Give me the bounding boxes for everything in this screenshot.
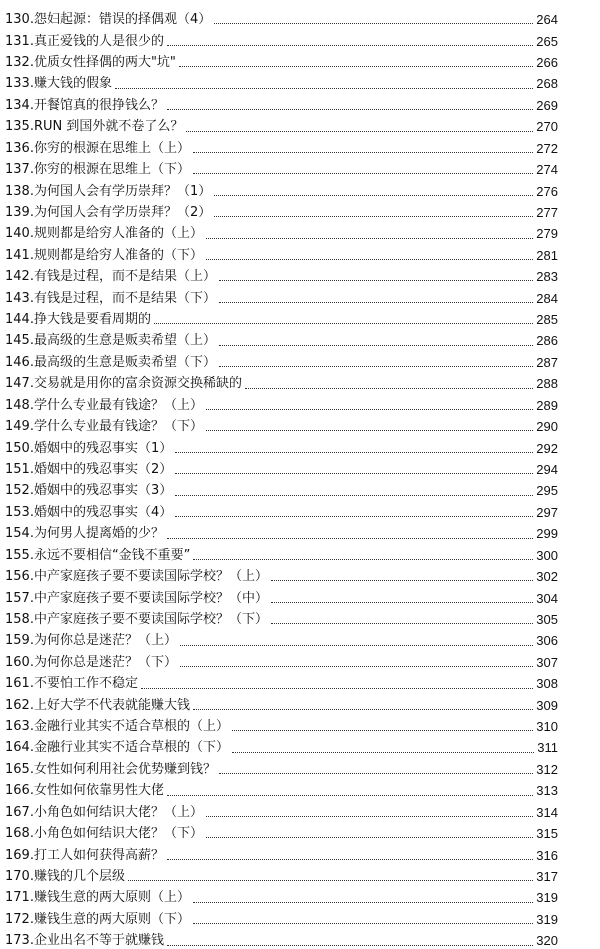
- toc-entry-title[interactable]: 157.中产家庭孩子要不要读国际学校？（中）: [5, 590, 268, 606]
- toc-entry[interactable]: [5, 177, 558, 198]
- dot-leader: [167, 45, 533, 46]
- toc-entry[interactable]: [5, 477, 558, 498]
- toc-entry[interactable]: [5, 135, 558, 156]
- toc-entry[interactable]: [5, 799, 558, 820]
- dot-leader: [214, 195, 533, 196]
- toc-entry-page-number[interactable]: 265: [536, 33, 558, 49]
- dot-leader: [193, 902, 533, 903]
- dot-leader: [180, 666, 533, 667]
- toc-entry[interactable]: [5, 884, 558, 905]
- dot-leader: [167, 109, 533, 110]
- toc-entry[interactable]: [5, 242, 558, 263]
- toc-entry[interactable]: [5, 6, 558, 27]
- toc-entry[interactable]: [5, 370, 558, 391]
- dot-leader: [271, 580, 533, 581]
- toc-entry-title[interactable]: 170.赚钱的几个层级: [5, 869, 125, 884]
- toc-entry[interactable]: [5, 220, 558, 241]
- toc-entry-page-number[interactable]: 306: [536, 633, 558, 649]
- dot-leader: [206, 430, 533, 431]
- toc-entry[interactable]: [5, 584, 558, 605]
- toc-entry-page-number[interactable]: 308: [536, 676, 558, 692]
- toc-entry[interactable]: [5, 841, 558, 862]
- toc-entry-page-number[interactable]: 305: [536, 611, 558, 627]
- toc-entry[interactable]: [5, 542, 558, 563]
- toc-entry-title[interactable]: 166.女性如何依靠男性大佬: [5, 783, 164, 799]
- toc-entry-page-number[interactable]: 314: [536, 804, 558, 820]
- toc-entry-title[interactable]: 169.打工人如何获得高薪？: [5, 847, 164, 863]
- dot-leader: [180, 645, 533, 646]
- toc-entry[interactable]: [5, 563, 558, 584]
- toc-entry-page-number[interactable]: 286: [536, 333, 558, 349]
- toc-entry[interactable]: [5, 627, 558, 648]
- toc-entry-page-number[interactable]: 319: [536, 911, 558, 927]
- dot-leader: [175, 495, 533, 496]
- toc-entry-page-number[interactable]: 268: [536, 76, 558, 92]
- toc-entry-page-number[interactable]: 320: [536, 933, 558, 949]
- dot-leader: [186, 131, 533, 132]
- toc-entry-page-number[interactable]: 294: [536, 461, 558, 477]
- toc-entry-page-number[interactable]: 276: [536, 183, 558, 199]
- toc-entry[interactable]: [5, 499, 558, 520]
- toc-entry-page-number[interactable]: 312: [536, 761, 558, 777]
- toc-entry-title[interactable]: 137.你穷的根源在思维上（下）: [5, 162, 190, 178]
- dot-leader: [115, 88, 533, 89]
- toc-entry-page-number[interactable]: 283: [536, 269, 558, 285]
- toc-entry-page-number[interactable]: 310: [536, 719, 558, 735]
- toc-entry[interactable]: [5, 434, 558, 455]
- toc-entry[interactable]: [5, 349, 558, 370]
- dot-leader: [206, 837, 533, 838]
- toc-entry-title[interactable]: 152.婚姻中的残忍事实（3）: [5, 483, 173, 499]
- toc-entry-page-number[interactable]: 287: [536, 354, 558, 370]
- dot-leader: [175, 452, 533, 453]
- toc-entry-title[interactable]: 133.赚大钱的假象: [5, 76, 112, 92]
- dot-leader: [206, 238, 533, 239]
- toc-entry-title[interactable]: 164.金融行业其实不适合草根的（下）: [5, 740, 229, 756]
- toc-entry-title[interactable]: 132.优质女性择偶的两大"坑": [5, 54, 176, 70]
- toc-entry-title[interactable]: 134.开餐馆真的很挣钱么？: [5, 97, 164, 113]
- toc-entry-page-number[interactable]: 279: [536, 226, 558, 242]
- toc-entry-title[interactable]: 158.中产家庭孩子要不要读国际学校？（下）: [5, 611, 268, 627]
- dot-leader: [193, 173, 533, 174]
- toc-entry-page-number[interactable]: 269: [536, 97, 558, 113]
- dot-leader: [219, 302, 533, 303]
- toc-entry-page-number[interactable]: 274: [536, 162, 558, 178]
- toc-entry-title[interactable]: 138.为何国人会有学历崇拜？（1）: [5, 183, 212, 199]
- dot-leader: [128, 880, 533, 881]
- dot-leader: [175, 516, 533, 517]
- dot-leader: [232, 752, 534, 753]
- toc-list: [5, 6, 558, 949]
- toc-entry[interactable]: [5, 456, 558, 477]
- toc-entry-page-number[interactable]: 277: [536, 204, 558, 220]
- toc-entry-title[interactable]: 171.赚钱生意的两大原则（上）: [5, 890, 190, 906]
- toc-entry-title[interactable]: 149.学什么专业最有钱途？（下）: [5, 419, 203, 435]
- toc-entry[interactable]: [5, 413, 558, 434]
- dot-leader: [193, 559, 533, 560]
- dot-leader: [193, 152, 533, 153]
- toc-entry-title[interactable]: 143.有钱是过程，而不是结果（下）: [5, 290, 216, 306]
- toc-entry[interactable]: [5, 113, 558, 134]
- toc-entry[interactable]: [5, 306, 558, 327]
- toc-entry-title[interactable]: 130.怨妇起源：错误的择偶观（4）: [5, 12, 212, 28]
- toc-entry-title[interactable]: 156.中产家庭孩子要不要读国际学校？（上）: [5, 569, 268, 585]
- toc-entry-page-number[interactable]: 302: [536, 569, 558, 585]
- toc-entry[interactable]: [5, 49, 558, 70]
- dot-leader: [206, 409, 533, 410]
- dot-leader: [175, 473, 533, 474]
- dot-leader: [206, 816, 533, 817]
- dot-leader: [214, 23, 533, 24]
- toc-entry[interactable]: [5, 906, 558, 927]
- toc-entry-page-number[interactable]: 295: [536, 483, 558, 499]
- dot-leader: [245, 388, 533, 389]
- dot-leader: [193, 923, 533, 924]
- toc-entry-title[interactable]: 144.挣大钱是要看周期的: [5, 312, 151, 328]
- toc-entry-page-number[interactable]: 272: [536, 140, 558, 156]
- toc-entry-title[interactable]: 154.为何男人提离婚的少？: [5, 526, 164, 542]
- toc-entry-page-number[interactable]: 270: [536, 119, 558, 135]
- toc-entry[interactable]: [5, 692, 558, 713]
- toc-entry-title[interactable]: 139.为何国人会有学历崇拜？（2）: [5, 204, 212, 220]
- toc-entry-title[interactable]: 155.永远不要相信“金钱不重要”: [5, 547, 191, 563]
- toc-entry-page-number[interactable]: 304: [536, 590, 558, 606]
- toc-entry-page-number[interactable]: 292: [536, 440, 558, 456]
- dot-leader: [271, 602, 533, 603]
- toc-entry-page-number[interactable]: 300: [536, 547, 558, 563]
- toc-entry-title[interactable]: 159.为何你总是迷茫？（上）: [5, 633, 177, 649]
- toc-entry-page-number[interactable]: 313: [536, 783, 558, 799]
- toc-entry-title[interactable]: 140.规则都是给穷人准备的（上）: [5, 226, 203, 242]
- toc-entry-title[interactable]: 150.婚姻中的残忍事实（1）: [5, 440, 173, 456]
- toc-entry[interactable]: [5, 927, 558, 948]
- toc-entry-title[interactable]: 165.女性如何利用社会优势赚到钱？: [5, 761, 216, 777]
- dot-leader: [219, 366, 533, 367]
- toc-entry-title[interactable]: 162.上好大学不代表就能赚大钱: [5, 697, 190, 713]
- toc-entry-page-number[interactable]: 289: [536, 397, 558, 413]
- dot-leader: [206, 259, 533, 260]
- toc-entry-title[interactable]: 145.最高级的生意是贩卖希望（上）: [5, 333, 216, 349]
- toc-entry-page-number[interactable]: 307: [536, 654, 558, 670]
- toc-entry-title[interactable]: 160.为何你总是迷茫？（下）: [5, 654, 177, 670]
- dot-leader: [167, 538, 533, 539]
- toc-entry[interactable]: [5, 92, 558, 113]
- toc-entry[interactable]: [5, 156, 558, 177]
- toc-entry-page-number[interactable]: 299: [536, 526, 558, 542]
- toc-entry-title[interactable]: 151.婚姻中的残忍事实（2）: [5, 461, 173, 477]
- dot-leader: [219, 773, 533, 774]
- dot-leader: [141, 688, 533, 689]
- toc-entry-title[interactable]: 167.小角色如何结识大佬？（上）: [5, 804, 203, 820]
- toc-entry[interactable]: [5, 713, 558, 734]
- dot-leader: [167, 859, 533, 860]
- toc-entry-title[interactable]: 142.有钱是过程，而不是结果（上）: [5, 269, 216, 285]
- toc-entry[interactable]: [5, 606, 558, 627]
- toc-entry[interactable]: [5, 756, 558, 777]
- toc-entry-title[interactable]: 131.真正爱钱的人是很少的: [5, 33, 164, 49]
- toc-entry-page-number[interactable]: 264: [536, 12, 558, 28]
- dot-leader: [154, 323, 533, 324]
- toc-entry[interactable]: [5, 520, 558, 541]
- toc-entry[interactable]: [5, 263, 558, 284]
- dot-leader: [167, 795, 533, 796]
- toc-entry-page-number[interactable]: 290: [536, 419, 558, 435]
- toc-entry-title[interactable]: 161.不要怕工作不稳定: [5, 676, 138, 692]
- toc-entry-page-number[interactable]: 284: [536, 290, 558, 306]
- toc-entry[interactable]: [5, 284, 558, 305]
- toc-entry-title[interactable]: 146.最高级的生意是贩卖希望（下）: [5, 354, 216, 370]
- dot-leader: [219, 280, 533, 281]
- toc-entry-page-number[interactable]: 315: [536, 826, 558, 842]
- toc-entry-page-number[interactable]: 319: [536, 890, 558, 906]
- toc-entry[interactable]: [5, 670, 558, 691]
- toc-entry-page-number[interactable]: 309: [536, 697, 558, 713]
- toc-entry-page-number[interactable]: 266: [536, 54, 558, 70]
- toc-entry[interactable]: [5, 863, 558, 884]
- toc-entry-title[interactable]: 148.学什么专业最有钱途？（上）: [5, 397, 203, 413]
- dot-leader: [219, 345, 533, 346]
- dot-leader: [179, 66, 533, 67]
- toc-entry[interactable]: [5, 70, 558, 91]
- toc-entry[interactable]: [5, 392, 558, 413]
- toc-entry-title[interactable]: 153.婚姻中的残忍事实（4）: [5, 504, 173, 520]
- toc-entry-title[interactable]: 163.金融行业其实不适合草根的（上）: [5, 719, 229, 735]
- dot-leader: [167, 945, 533, 946]
- toc-entry-page-number[interactable]: 317: [536, 869, 558, 884]
- toc-entry-title[interactable]: 173.企业出名不等于就赚钱: [5, 933, 164, 949]
- toc-entry-title[interactable]: 172.赚钱生意的两大原则（下）: [5, 911, 190, 927]
- toc-entry-page-number[interactable]: 281: [536, 247, 558, 263]
- toc-entry-title[interactable]: 147.交易就是用你的富余资源交换稀缺的: [5, 376, 242, 392]
- toc-entry[interactable]: [5, 777, 558, 798]
- toc-entry-title[interactable]: 168.小角色如何结识大佬？（下）: [5, 826, 203, 842]
- dot-leader: [214, 216, 533, 217]
- toc-entry-page-number[interactable]: 288: [536, 376, 558, 392]
- toc-entry-page-number[interactable]: 285: [536, 312, 558, 328]
- toc-entry-page-number[interactable]: 297: [536, 504, 558, 520]
- toc-entry-page-number[interactable]: 316: [536, 847, 558, 863]
- toc-entry[interactable]: [5, 27, 558, 48]
- dot-leader: [271, 623, 533, 624]
- toc-entry-page-number[interactable]: 311: [537, 740, 558, 756]
- toc-entry[interactable]: [5, 327, 558, 348]
- toc-entry[interactable]: [5, 734, 558, 755]
- toc-entry-title[interactable]: 136.你穷的根源在思维上（上）: [5, 140, 190, 156]
- dot-leader: [232, 730, 533, 731]
- toc-entry-title[interactable]: 141.规则都是给穷人准备的（下）: [5, 247, 203, 263]
- toc-entry[interactable]: [5, 820, 558, 841]
- toc-entry[interactable]: [5, 199, 558, 220]
- toc-entry[interactable]: [5, 649, 558, 670]
- toc-entry-title[interactable]: 135.RUN 到国外就不卷了么？: [5, 119, 184, 135]
- dot-leader: [193, 709, 533, 710]
